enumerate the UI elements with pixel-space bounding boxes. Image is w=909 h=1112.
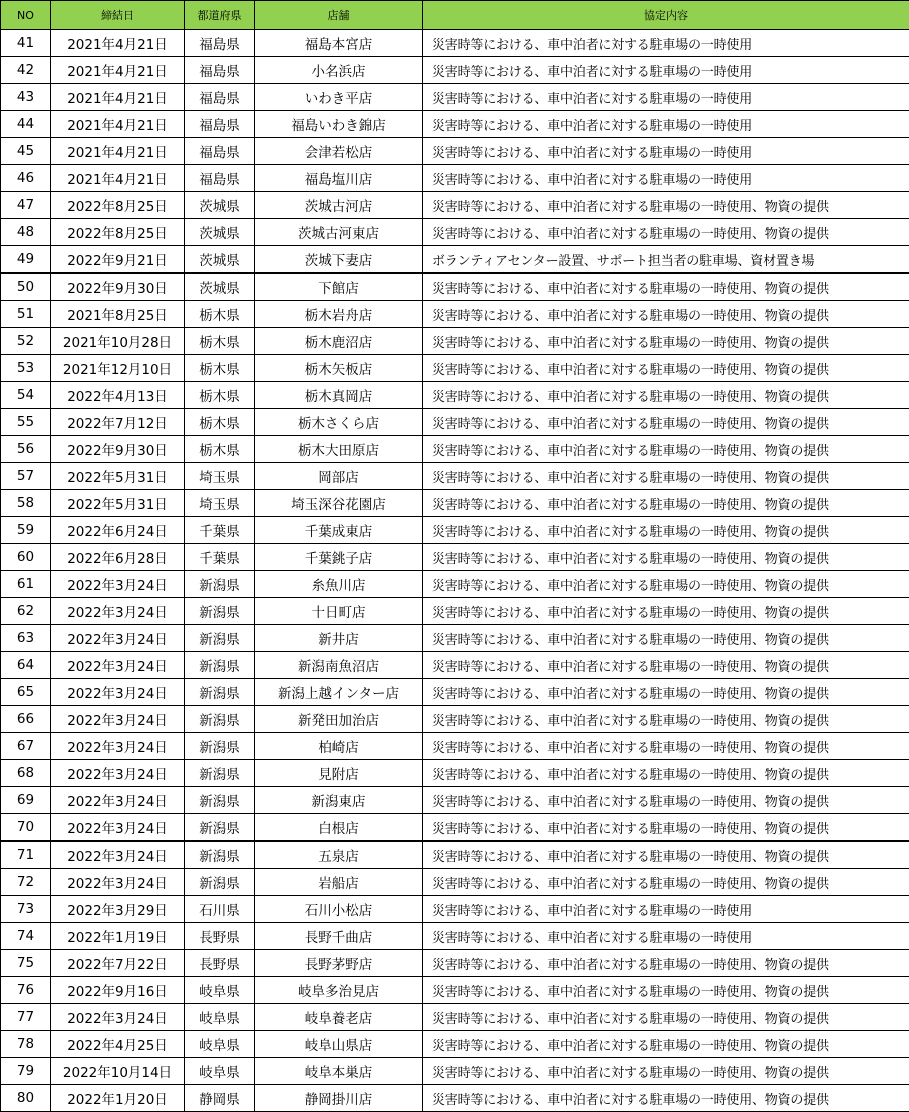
cell-no: 50	[1, 273, 51, 301]
cell-agreement: 災害時等における、車中泊者に対する駐車場の一時使用、物資の提供	[423, 733, 909, 760]
cell-agreement: 災害時等における、車中泊者に対する駐車場の一時使用、物資の提供	[423, 219, 909, 246]
cell-agreement: 災害時等における、車中泊者に対する駐車場の一時使用	[423, 896, 909, 923]
table-row	[1, 571, 909, 598]
cell-date: 2022年3月24日	[51, 787, 185, 814]
cell-no: 45	[1, 138, 51, 165]
cell-store: 茨城下妻店	[255, 246, 423, 274]
cell-store: 栃木大田原店	[255, 436, 423, 463]
cell-prefecture: 茨城県	[185, 246, 255, 274]
header-date: 締結日	[51, 1, 185, 30]
table-row	[1, 30, 909, 57]
cell-no: 69	[1, 787, 51, 814]
cell-no: 67	[1, 733, 51, 760]
table-row	[1, 328, 909, 355]
cell-no: 49	[1, 246, 51, 274]
table-row	[1, 273, 909, 301]
cell-store: 岐阜多治見店	[255, 977, 423, 1004]
cell-date: 2022年9月30日	[51, 273, 185, 301]
cell-agreement: 災害時等における、車中泊者に対する駐車場の一時使用、物資の提供	[423, 192, 909, 219]
cell-date: 2021年8月25日	[51, 301, 185, 328]
cell-no: 61	[1, 571, 51, 598]
cell-agreement: 災害時等における、車中泊者に対する駐車場の一時使用、物資の提供	[423, 706, 909, 733]
cell-agreement: 災害時等における、車中泊者に対する駐車場の一時使用、物資の提供	[423, 1085, 909, 1112]
table-row	[1, 409, 909, 436]
cell-prefecture: 福島県	[185, 30, 255, 57]
table-row	[1, 436, 909, 463]
table-row	[1, 977, 909, 1004]
cell-store: 会津若松店	[255, 138, 423, 165]
cell-prefecture: 福島県	[185, 57, 255, 84]
cell-agreement: 災害時等における、車中泊者に対する駐車場の一時使用、物資の提供	[423, 760, 909, 787]
cell-no: 52	[1, 328, 51, 355]
cell-agreement: 災害時等における、車中泊者に対する駐車場の一時使用	[423, 165, 909, 192]
table-row	[1, 923, 909, 950]
cell-agreement: 災害時等における、車中泊者に対する駐車場の一時使用、物資の提供	[423, 355, 909, 382]
cell-date: 2022年3月24日	[51, 760, 185, 787]
cell-no: 43	[1, 84, 51, 111]
cell-agreement: 災害時等における、車中泊者に対する駐車場の一時使用、物資の提供	[423, 841, 909, 869]
cell-no: 65	[1, 679, 51, 706]
cell-no: 72	[1, 869, 51, 896]
cell-prefecture: 新潟県	[185, 679, 255, 706]
cell-no: 63	[1, 625, 51, 652]
cell-prefecture: 栃木県	[185, 382, 255, 409]
cell-store: 岩船店	[255, 869, 423, 896]
cell-date: 2021年4月21日	[51, 165, 185, 192]
cell-store: 埼玉深谷花園店	[255, 490, 423, 517]
cell-agreement: 災害時等における、車中泊者に対する駐車場の一時使用、物資の提供	[423, 328, 909, 355]
table-row	[1, 57, 909, 84]
cell-store: 福島いわき錦店	[255, 111, 423, 138]
table-row	[1, 869, 909, 896]
table-row	[1, 219, 909, 246]
cell-prefecture: 岐阜県	[185, 977, 255, 1004]
cell-agreement: 災害時等における、車中泊者に対する駐車場の一時使用、物資の提供	[423, 625, 909, 652]
cell-store: 福島塩川店	[255, 165, 423, 192]
cell-date: 2022年3月24日	[51, 625, 185, 652]
cell-prefecture: 新潟県	[185, 814, 255, 842]
cell-no: 70	[1, 814, 51, 842]
cell-prefecture: 栃木県	[185, 355, 255, 382]
cell-agreement: ボランティアセンター設置、サポート担当者の駐車場、資材置き場	[423, 246, 909, 274]
cell-prefecture: 埼玉県	[185, 463, 255, 490]
cell-store: 静岡掛川店	[255, 1085, 423, 1112]
table-row	[1, 787, 909, 814]
cell-date: 2022年9月21日	[51, 246, 185, 274]
cell-no: 79	[1, 1058, 51, 1085]
cell-prefecture: 長野県	[185, 923, 255, 950]
cell-date: 2022年9月16日	[51, 977, 185, 1004]
cell-prefecture: 岐阜県	[185, 1031, 255, 1058]
cell-agreement: 災害時等における、車中泊者に対する駐車場の一時使用、物資の提供	[423, 598, 909, 625]
cell-agreement: 災害時等における、車中泊者に対する駐車場の一時使用、物資の提供	[423, 571, 909, 598]
cell-store: 白根店	[255, 814, 423, 842]
cell-prefecture: 栃木県	[185, 328, 255, 355]
cell-prefecture: 栃木県	[185, 301, 255, 328]
cell-prefecture: 新潟県	[185, 571, 255, 598]
cell-prefecture: 千葉県	[185, 544, 255, 571]
cell-prefecture: 新潟県	[185, 625, 255, 652]
cell-agreement: 災害時等における、車中泊者に対する駐車場の一時使用、物資の提供	[423, 490, 909, 517]
cell-no: 54	[1, 382, 51, 409]
cell-prefecture: 福島県	[185, 111, 255, 138]
cell-agreement: 災害時等における、車中泊者に対する駐車場の一時使用	[423, 138, 909, 165]
header-no: NO	[1, 1, 51, 30]
cell-date: 2021年4月21日	[51, 84, 185, 111]
cell-no: 46	[1, 165, 51, 192]
cell-store: 栃木矢板店	[255, 355, 423, 382]
table-row	[1, 598, 909, 625]
cell-no: 64	[1, 652, 51, 679]
table-row	[1, 1058, 909, 1085]
table-row	[1, 733, 909, 760]
table-row	[1, 111, 909, 138]
cell-store: 岐阜養老店	[255, 1004, 423, 1031]
cell-agreement: 災害時等における、車中泊者に対する駐車場の一時使用、物資の提供	[423, 382, 909, 409]
table-row	[1, 84, 909, 111]
cell-date: 2022年3月24日	[51, 598, 185, 625]
table-row	[1, 625, 909, 652]
table-row	[1, 1031, 909, 1058]
table-row	[1, 1085, 909, 1112]
table-row	[1, 355, 909, 382]
header-agreement: 協定内容	[423, 1, 909, 30]
cell-store: 栃木岩舟店	[255, 301, 423, 328]
cell-no: 53	[1, 355, 51, 382]
cell-agreement: 災害時等における、車中泊者に対する駐車場の一時使用、物資の提供	[423, 869, 909, 896]
cell-date: 2022年8月25日	[51, 192, 185, 219]
cell-no: 80	[1, 1085, 51, 1112]
cell-date: 2021年10月28日	[51, 328, 185, 355]
cell-date: 2022年3月24日	[51, 814, 185, 842]
table-row	[1, 841, 909, 869]
cell-no: 78	[1, 1031, 51, 1058]
cell-store: 新井店	[255, 625, 423, 652]
table-row	[1, 517, 909, 544]
cell-date: 2022年4月13日	[51, 382, 185, 409]
cell-agreement: 災害時等における、車中泊者に対する駐車場の一時使用、物資の提供	[423, 652, 909, 679]
table-row	[1, 246, 909, 274]
header-row	[1, 1, 909, 30]
cell-prefecture: 新潟県	[185, 706, 255, 733]
cell-no: 73	[1, 896, 51, 923]
cell-date: 2022年3月24日	[51, 571, 185, 598]
cell-prefecture: 千葉県	[185, 517, 255, 544]
cell-no: 51	[1, 301, 51, 328]
cell-prefecture: 福島県	[185, 84, 255, 111]
cell-date: 2022年3月24日	[51, 706, 185, 733]
cell-prefecture: 埼玉県	[185, 490, 255, 517]
cell-store: 栃木さくら店	[255, 409, 423, 436]
cell-store: 千葉成東店	[255, 517, 423, 544]
cell-date: 2021年4月21日	[51, 138, 185, 165]
cell-agreement: 災害時等における、車中泊者に対する駐車場の一時使用、物資の提供	[423, 517, 909, 544]
cell-agreement: 災害時等における、車中泊者に対する駐車場の一時使用、物資の提供	[423, 679, 909, 706]
cell-store: 長野千曲店	[255, 923, 423, 950]
cell-no: 56	[1, 436, 51, 463]
cell-no: 47	[1, 192, 51, 219]
cell-agreement: 災害時等における、車中泊者に対する駐車場の一時使用	[423, 84, 909, 111]
cell-store: 新潟上越インター店	[255, 679, 423, 706]
cell-store: 小名浜店	[255, 57, 423, 84]
cell-agreement: 災害時等における、車中泊者に対する駐車場の一時使用、物資の提供	[423, 1058, 909, 1085]
cell-prefecture: 新潟県	[185, 598, 255, 625]
cell-date: 2022年9月30日	[51, 436, 185, 463]
cell-date: 2021年4月21日	[51, 111, 185, 138]
cell-store: 十日町店	[255, 598, 423, 625]
cell-store: 福島本宮店	[255, 30, 423, 57]
cell-prefecture: 石川県	[185, 896, 255, 923]
cell-no: 62	[1, 598, 51, 625]
cell-no: 44	[1, 111, 51, 138]
cell-no: 48	[1, 219, 51, 246]
cell-date: 2022年6月24日	[51, 517, 185, 544]
table-row	[1, 1004, 909, 1031]
cell-prefecture: 新潟県	[185, 869, 255, 896]
cell-date: 2022年3月24日	[51, 841, 185, 869]
table-row	[1, 950, 909, 977]
cell-store: 岡部店	[255, 463, 423, 490]
cell-no: 57	[1, 463, 51, 490]
cell-store: 栃木真岡店	[255, 382, 423, 409]
table-row	[1, 544, 909, 571]
table-row	[1, 192, 909, 219]
cell-no: 75	[1, 950, 51, 977]
cell-date: 2022年10月14日	[51, 1058, 185, 1085]
cell-no: 42	[1, 57, 51, 84]
cell-date: 2021年4月21日	[51, 57, 185, 84]
cell-date: 2022年5月31日	[51, 463, 185, 490]
cell-prefecture: 新潟県	[185, 760, 255, 787]
table-row	[1, 814, 909, 842]
cell-store: 新潟南魚沼店	[255, 652, 423, 679]
table-row	[1, 490, 909, 517]
table-row	[1, 382, 909, 409]
cell-date: 2022年3月24日	[51, 652, 185, 679]
cell-agreement: 災害時等における、車中泊者に対する駐車場の一時使用、物資の提供	[423, 950, 909, 977]
cell-date: 2022年3月29日	[51, 896, 185, 923]
table-row	[1, 679, 909, 706]
cell-agreement: 災害時等における、車中泊者に対する駐車場の一時使用	[423, 57, 909, 84]
table-row	[1, 165, 909, 192]
cell-no: 68	[1, 760, 51, 787]
cell-store: 石川小松店	[255, 896, 423, 923]
cell-prefecture: 新潟県	[185, 841, 255, 869]
cell-prefecture: 福島県	[185, 138, 255, 165]
cell-no: 71	[1, 841, 51, 869]
table-row	[1, 138, 909, 165]
cell-prefecture: 長野県	[185, 950, 255, 977]
cell-agreement: 災害時等における、車中泊者に対する駐車場の一時使用、物資の提供	[423, 409, 909, 436]
cell-date: 2022年8月25日	[51, 219, 185, 246]
cell-agreement: 災害時等における、車中泊者に対する駐車場の一時使用、物資の提供	[423, 1031, 909, 1058]
cell-date: 2022年3月24日	[51, 679, 185, 706]
cell-agreement: 災害時等における、車中泊者に対する駐車場の一時使用、物資の提供	[423, 814, 909, 842]
cell-no: 59	[1, 517, 51, 544]
cell-agreement: 災害時等における、車中泊者に対する駐車場の一時使用	[423, 111, 909, 138]
cell-store: 千葉銚子店	[255, 544, 423, 571]
cell-prefecture: 静岡県	[185, 1085, 255, 1112]
cell-no: 60	[1, 544, 51, 571]
cell-date: 2022年4月25日	[51, 1031, 185, 1058]
cell-prefecture: 新潟県	[185, 652, 255, 679]
cell-store: 長野茅野店	[255, 950, 423, 977]
cell-no: 66	[1, 706, 51, 733]
cell-prefecture: 茨城県	[185, 192, 255, 219]
cell-agreement: 災害時等における、車中泊者に対する駐車場の一時使用、物資の提供	[423, 436, 909, 463]
cell-store: 栃木鹿沼店	[255, 328, 423, 355]
cell-store: 見附店	[255, 760, 423, 787]
cell-store: 新発田加治店	[255, 706, 423, 733]
cell-date: 2021年12月10日	[51, 355, 185, 382]
cell-prefecture: 新潟県	[185, 733, 255, 760]
cell-date: 2022年7月12日	[51, 409, 185, 436]
header-prefecture: 都道府県	[185, 1, 255, 30]
cell-prefecture: 栃木県	[185, 436, 255, 463]
cell-prefecture: 茨城県	[185, 219, 255, 246]
cell-no: 77	[1, 1004, 51, 1031]
cell-no: 41	[1, 30, 51, 57]
cell-no: 76	[1, 977, 51, 1004]
cell-agreement: 災害時等における、車中泊者に対する駐車場の一時使用、物資の提供	[423, 273, 909, 301]
cell-store: 茨城古河店	[255, 192, 423, 219]
cell-store: 糸魚川店	[255, 571, 423, 598]
table-row	[1, 706, 909, 733]
cell-store: 柏崎店	[255, 733, 423, 760]
table-row	[1, 301, 909, 328]
table-row	[1, 896, 909, 923]
cell-prefecture: 岐阜県	[185, 1004, 255, 1031]
cell-date: 2022年1月20日	[51, 1085, 185, 1112]
cell-date: 2022年3月24日	[51, 869, 185, 896]
cell-agreement: 災害時等における、車中泊者に対する駐車場の一時使用、物資の提供	[423, 463, 909, 490]
cell-no: 58	[1, 490, 51, 517]
table-row	[1, 652, 909, 679]
cell-store: 五泉店	[255, 841, 423, 869]
cell-store: いわき平店	[255, 84, 423, 111]
cell-agreement: 災害時等における、車中泊者に対する駐車場の一時使用、物資の提供	[423, 544, 909, 571]
cell-agreement: 災害時等における、車中泊者に対する駐車場の一時使用、物資の提供	[423, 977, 909, 1004]
cell-date: 2022年3月24日	[51, 733, 185, 760]
cell-no: 74	[1, 923, 51, 950]
table-row	[1, 760, 909, 787]
cell-agreement: 災害時等における、車中泊者に対する駐車場の一時使用、物資の提供	[423, 1004, 909, 1031]
cell-date: 2022年1月19日	[51, 923, 185, 950]
cell-prefecture: 茨城県	[185, 273, 255, 301]
cell-store: 岐阜本巣店	[255, 1058, 423, 1085]
cell-agreement: 災害時等における、車中泊者に対する駐車場の一時使用、物資の提供	[423, 787, 909, 814]
header-store: 店舗	[255, 1, 423, 30]
cell-prefecture: 栃木県	[185, 409, 255, 436]
cell-prefecture: 福島県	[185, 165, 255, 192]
cell-date: 2022年6月28日	[51, 544, 185, 571]
cell-agreement: 災害時等における、車中泊者に対する駐車場の一時使用、物資の提供	[423, 301, 909, 328]
cell-date: 2022年7月22日	[51, 950, 185, 977]
cell-date: 2022年5月31日	[51, 490, 185, 517]
cell-store: 岐阜山県店	[255, 1031, 423, 1058]
cell-prefecture: 新潟県	[185, 787, 255, 814]
cell-store: 新潟東店	[255, 787, 423, 814]
cell-date: 2022年3月24日	[51, 1004, 185, 1031]
cell-agreement: 災害時等における、車中泊者に対する駐車場の一時使用	[423, 30, 909, 57]
cell-no: 55	[1, 409, 51, 436]
cell-prefecture: 岐阜県	[185, 1058, 255, 1085]
table-row	[1, 463, 909, 490]
cell-date: 2021年4月21日	[51, 30, 185, 57]
cell-store: 茨城古河東店	[255, 219, 423, 246]
cell-store: 下館店	[255, 273, 423, 301]
cell-agreement: 災害時等における、車中泊者に対する駐車場の一時使用	[423, 923, 909, 950]
